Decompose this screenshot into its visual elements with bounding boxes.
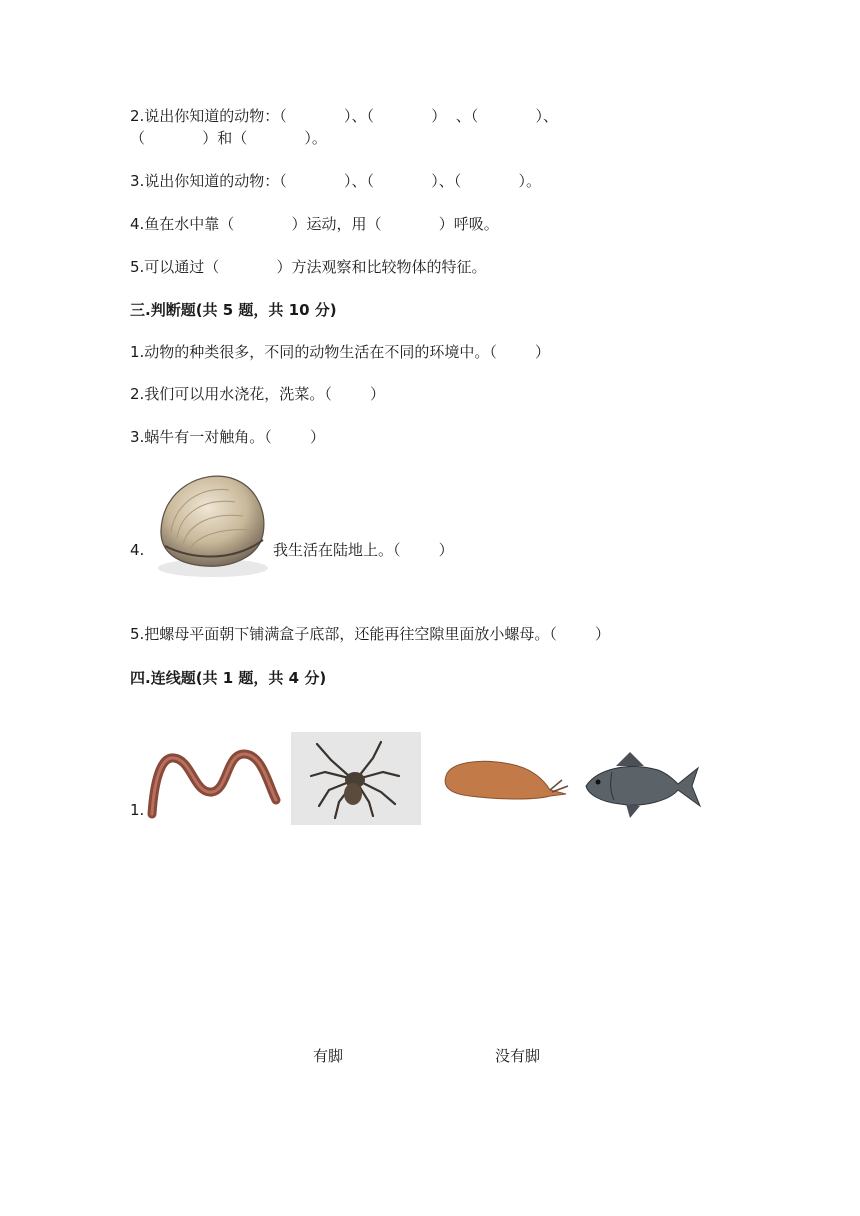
label-no-legs: 没有脚	[495, 1047, 541, 1065]
section-4-heading: 四.连线题(共 1 题，共 4 分)	[130, 669, 327, 687]
spider-image	[291, 732, 421, 825]
earthworm-image	[146, 744, 282, 820]
label-has-legs: 有脚	[313, 1047, 344, 1065]
question-2-line-1: 2.说出你知道的动物：（ ）、（ ） 、（ ）、	[130, 107, 558, 125]
section-3-heading: 三.判断题(共 5 题，共 10 分)	[130, 301, 337, 319]
tf-question-3: 3.蜗牛有一对触角。（ ）	[130, 428, 325, 446]
question-3: 3.说出你知道的动物：（ ）、（ ）、（ ）。	[130, 172, 541, 190]
tf-question-4-text: 我生活在陆地上。（ ）	[273, 541, 454, 559]
slug-image	[440, 750, 572, 810]
matching-question-1-number: 1.	[130, 801, 145, 819]
fish-image	[582, 748, 702, 822]
tf-question-2: 2.我们可以用水浇花，洗菜。（ ）	[130, 385, 385, 403]
question-4: 4.鱼在水中靠（ ）运动，用（ ）呼吸。	[130, 215, 499, 233]
clam-image	[153, 468, 271, 578]
tf-question-5: 5.把螺母平面朝下铺满盒子底部，还能再往空隙里面放小螺母。（ ）	[130, 625, 610, 643]
tf-question-1: 1.动物的种类很多，不同的动物生活在不同的环境中。（ ）	[130, 343, 550, 361]
tf-question-4-number: 4.	[130, 541, 145, 559]
question-2-line-2: （ ）和（ ）。	[130, 129, 327, 147]
question-5: 5.可以通过（ ）方法观察和比较物体的特征。	[130, 258, 487, 276]
